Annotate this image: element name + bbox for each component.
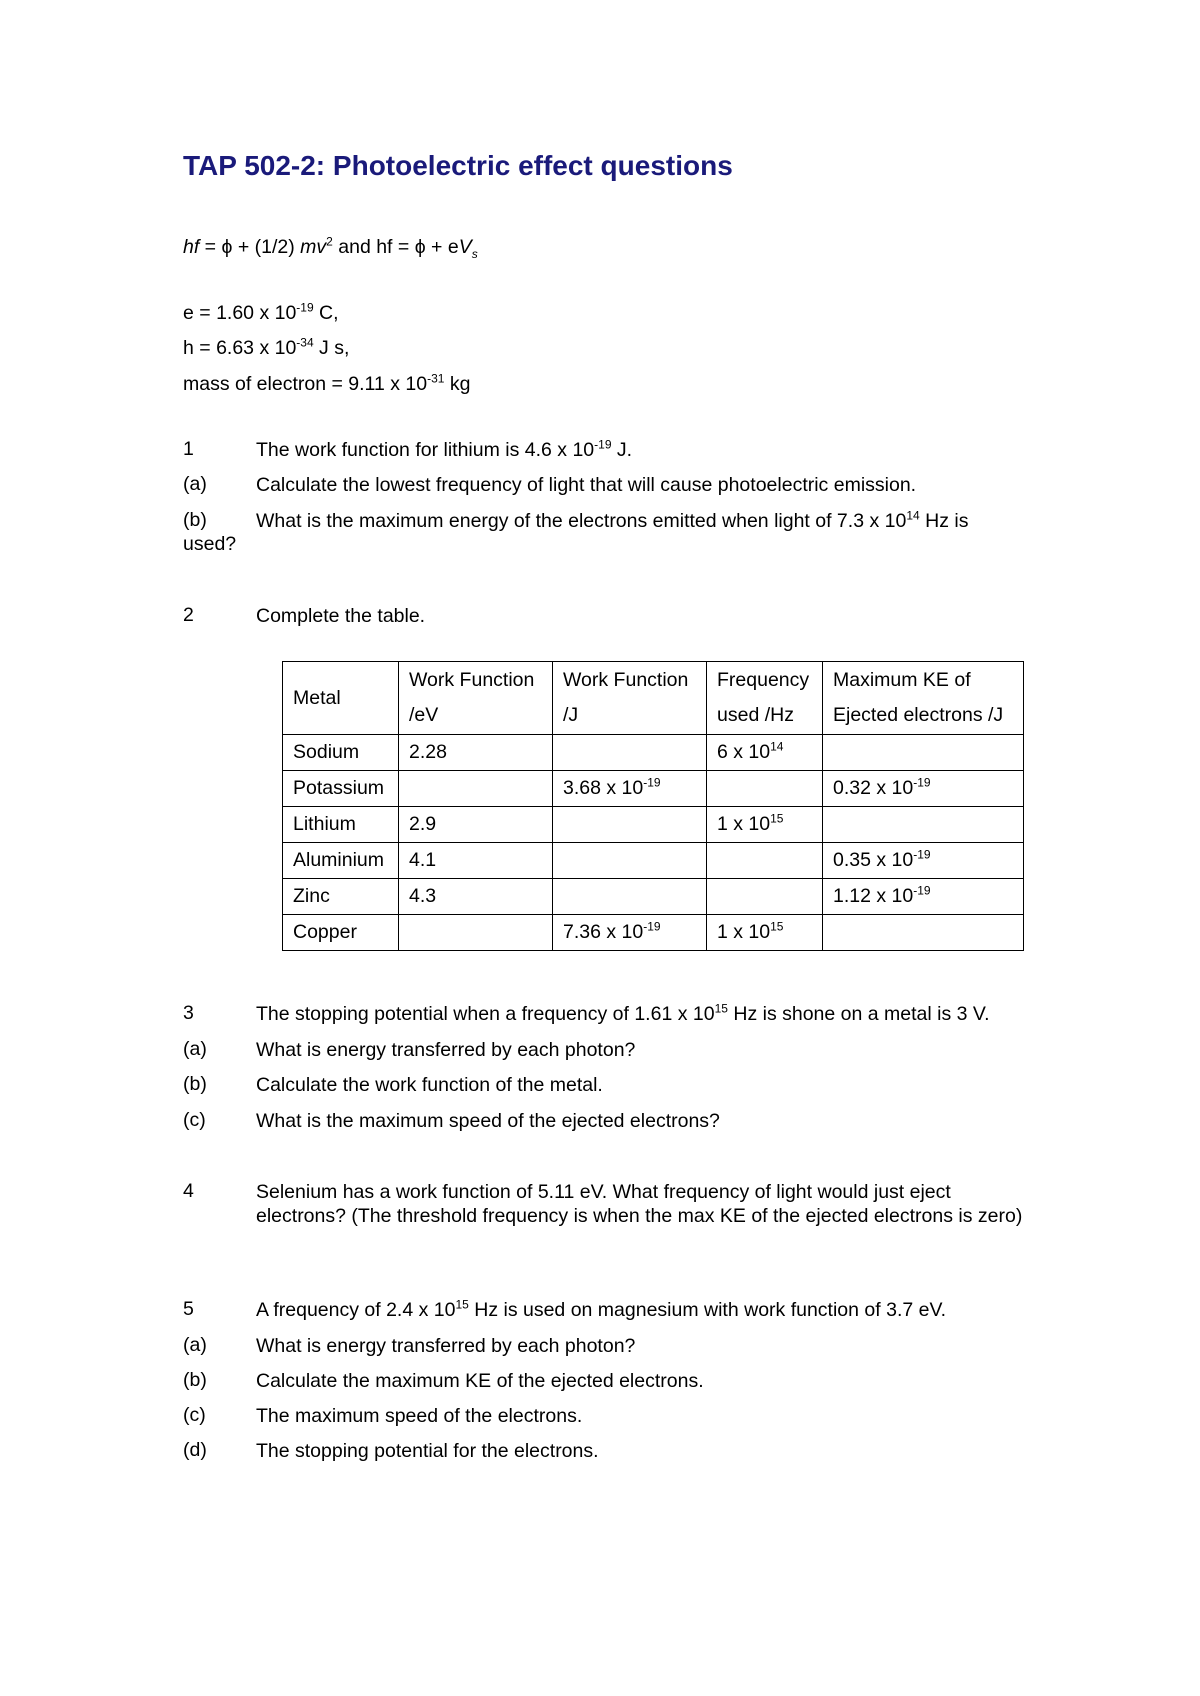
- cell-ke: [823, 771, 1024, 807]
- eq-mid: = ϕ + (1/2): [199, 236, 301, 258]
- header-metal-l1: Metal: [293, 686, 341, 709]
- q5-text-end: Hz is used on magnesium with work function of 3.7 eV.: [468, 1299, 947, 1321]
- page-title: TAP 502-2: Photoelectric effect questions: [183, 150, 733, 181]
- cell-ke-value: 1.12 x 10: [833, 885, 914, 907]
- header-ke-l2: Ejected electrons /J: [833, 704, 1004, 726]
- q3c-number: (c): [183, 1109, 206, 1131]
- q1-text-main: The work function for lithium is 4.6 x 10: [256, 439, 595, 461]
- cell-wf-j-value: 3.68 x 10: [563, 777, 644, 799]
- cell-frequency: [707, 879, 823, 915]
- header-frequency: [707, 662, 823, 735]
- eq-v: V: [458, 236, 472, 258]
- cell-wf-ev: [399, 915, 553, 951]
- cell-freq-exp: 15: [770, 811, 784, 826]
- q2-text: Complete the table.: [256, 605, 426, 627]
- cell-metal: Zinc: [283, 879, 399, 915]
- q5a-number: (a): [183, 1334, 207, 1356]
- header-freq-l1: Frequency: [717, 669, 810, 691]
- eq-square: 2: [326, 234, 333, 249]
- eq-and: and hf = ϕ + e: [332, 236, 459, 258]
- photoelectric-table: [282, 661, 1024, 951]
- q1b-text: [256, 509, 1046, 533]
- table-header-row: [283, 662, 1024, 735]
- cell-frequency: [707, 915, 823, 951]
- q5b-text: Calculate the maximum KE of the ejected electrons.: [256, 1370, 704, 1392]
- q5a-text: What is energy transferred by each photon?: [256, 1335, 636, 1357]
- header-freq-l2: used /Hz: [717, 704, 794, 726]
- q1b-text-exp: 14: [906, 508, 920, 523]
- q5d-text: The stopping potential for the electrons.: [256, 1440, 599, 1462]
- cell-freq-value: 1 x 10: [717, 921, 771, 943]
- cell-ke: [823, 879, 1024, 915]
- q3-text: [256, 1002, 1046, 1026]
- q1-number: 1: [183, 438, 194, 460]
- table-row: [283, 879, 1024, 915]
- header-wf-ev: [399, 662, 553, 735]
- header-wf-j-l1: Work Function: [563, 669, 689, 691]
- equation-line: [183, 236, 478, 259]
- cell-ke: [823, 915, 1024, 951]
- q5-text-exp: 15: [455, 1297, 469, 1312]
- header-wf-ev-l2: /eV: [409, 704, 439, 726]
- q1b-wrap: used?: [183, 533, 237, 555]
- constant-h-exp: -34: [296, 335, 314, 350]
- cell-wf-ev: 4.3: [399, 879, 553, 915]
- q5-number: 5: [183, 1298, 194, 1320]
- q3-text-end: Hz is shone on a metal is 3 V.: [727, 1003, 990, 1025]
- q5b-number: (b): [183, 1369, 207, 1391]
- header-wf-j: [553, 662, 707, 735]
- cell-wf-j-exp: -19: [643, 919, 661, 934]
- cell-wf-ev: 2.9: [399, 807, 553, 843]
- table-row: [283, 843, 1024, 879]
- header-metal: [283, 662, 399, 735]
- q3b-number: (b): [183, 1073, 207, 1095]
- q3a-number: (a): [183, 1038, 207, 1060]
- cell-ke-value: 0.32 x 10: [833, 777, 914, 799]
- q3c-text: What is the maximum speed of the ejected electrons?: [256, 1110, 720, 1132]
- q5-text: [256, 1298, 1046, 1322]
- q1a-text: Calculate the lowest frequency of light that will cause photoelectric emission.: [256, 474, 917, 496]
- constant-mass: [183, 373, 470, 396]
- cell-freq-value: 6 x 10: [717, 741, 771, 763]
- q1b-number: (b): [183, 509, 207, 531]
- constant-h: [183, 337, 349, 360]
- cell-metal: Copper: [283, 915, 399, 951]
- q3a-text: What is energy transferred by each photon?: [256, 1039, 636, 1061]
- cell-ke-exp: -19: [913, 883, 931, 898]
- cell-wf-ev: [399, 771, 553, 807]
- q3-number: 3: [183, 1002, 194, 1024]
- table-row: [283, 807, 1024, 843]
- eq-sub-s: s: [471, 246, 478, 261]
- q2-number: 2: [183, 604, 194, 626]
- cell-wf-ev: 2.28: [399, 735, 553, 771]
- cell-wf-j: [553, 843, 707, 879]
- constant-h-value: h = 6.63 x 10: [183, 337, 297, 359]
- cell-frequency: [707, 771, 823, 807]
- cell-frequency: [707, 735, 823, 771]
- q5c-text: The maximum speed of the electrons.: [256, 1405, 583, 1427]
- q1b-text-main: What is the maximum energy of the electrons emitted when light of 7.3 x 10: [256, 510, 907, 532]
- constant-h-unit: J s,: [313, 337, 350, 359]
- cell-freq-exp: 14: [770, 739, 784, 754]
- constant-m-value: mass of electron = 9.11 x 10: [183, 373, 428, 395]
- constant-e-exp: -19: [296, 300, 314, 315]
- cell-wf-j-value: 7.36 x 10: [563, 921, 644, 943]
- q4-number: 4: [183, 1180, 194, 1202]
- header-wf-ev-l1: Work Function: [409, 669, 535, 691]
- cell-wf-j: [553, 807, 707, 843]
- cell-wf-j: [553, 879, 707, 915]
- q1-text: [256, 438, 1046, 462]
- cell-metal: Sodium: [283, 735, 399, 771]
- header-wf-j-l2: /J: [563, 704, 579, 726]
- constant-m-unit: kg: [444, 373, 471, 395]
- q3-text-main: The stopping potential when a frequency of 1.61 x 10: [256, 1003, 715, 1025]
- cell-freq-value: 1 x 10: [717, 813, 771, 835]
- cell-ke-value: 0.35 x 10: [833, 849, 914, 871]
- constant-e-unit: C,: [313, 302, 339, 324]
- q4-text: Selenium has a work function of 5.11 eV. What frequency of light would just eject electrons? (The threshold frequency is when the max KE of the ejected electrons is zero): [256, 1181, 1023, 1227]
- cell-wf-ev: 4.1: [399, 843, 553, 879]
- q5c-number: (c): [183, 1404, 206, 1426]
- cell-ke: [823, 807, 1024, 843]
- cell-wf-j: [553, 771, 707, 807]
- table-row: [283, 735, 1024, 771]
- cell-freq-exp: 15: [770, 919, 784, 934]
- q5d-number: (d): [183, 1439, 207, 1461]
- q5-text-main: A frequency of 2.4 x 10: [256, 1299, 456, 1321]
- q1-text-end: J.: [611, 439, 633, 461]
- cell-frequency: [707, 807, 823, 843]
- constant-e: [183, 302, 339, 325]
- cell-frequency: [707, 843, 823, 879]
- cell-ke-exp: -19: [913, 847, 931, 862]
- cell-ke: [823, 843, 1024, 879]
- cell-metal: Lithium: [283, 807, 399, 843]
- header-max-ke: [823, 662, 1024, 735]
- table-row: [283, 771, 1024, 807]
- q1-text-exp: -19: [594, 437, 612, 452]
- constant-e-value: e = 1.60 x 10: [183, 302, 297, 324]
- cell-ke-exp: -19: [913, 775, 931, 790]
- eq-mv: mv: [300, 236, 327, 258]
- cell-metal: Potassium: [283, 771, 399, 807]
- cell-wf-j: [553, 915, 707, 951]
- q3b-text: Calculate the work function of the metal.: [256, 1074, 603, 1096]
- q1b-text-end: Hz is: [919, 510, 969, 532]
- cell-ke: [823, 735, 1024, 771]
- cell-wf-j: [553, 735, 707, 771]
- constant-m-exp: -31: [427, 371, 445, 386]
- header-ke-l1: Maximum KE of: [833, 669, 971, 691]
- q1a-number: (a): [183, 473, 207, 495]
- eq-hf: hf: [183, 236, 200, 258]
- table-row: [283, 915, 1024, 951]
- cell-metal: Aluminium: [283, 843, 399, 879]
- q3-text-exp: 15: [714, 1001, 728, 1016]
- cell-wf-j-exp: -19: [643, 775, 661, 790]
